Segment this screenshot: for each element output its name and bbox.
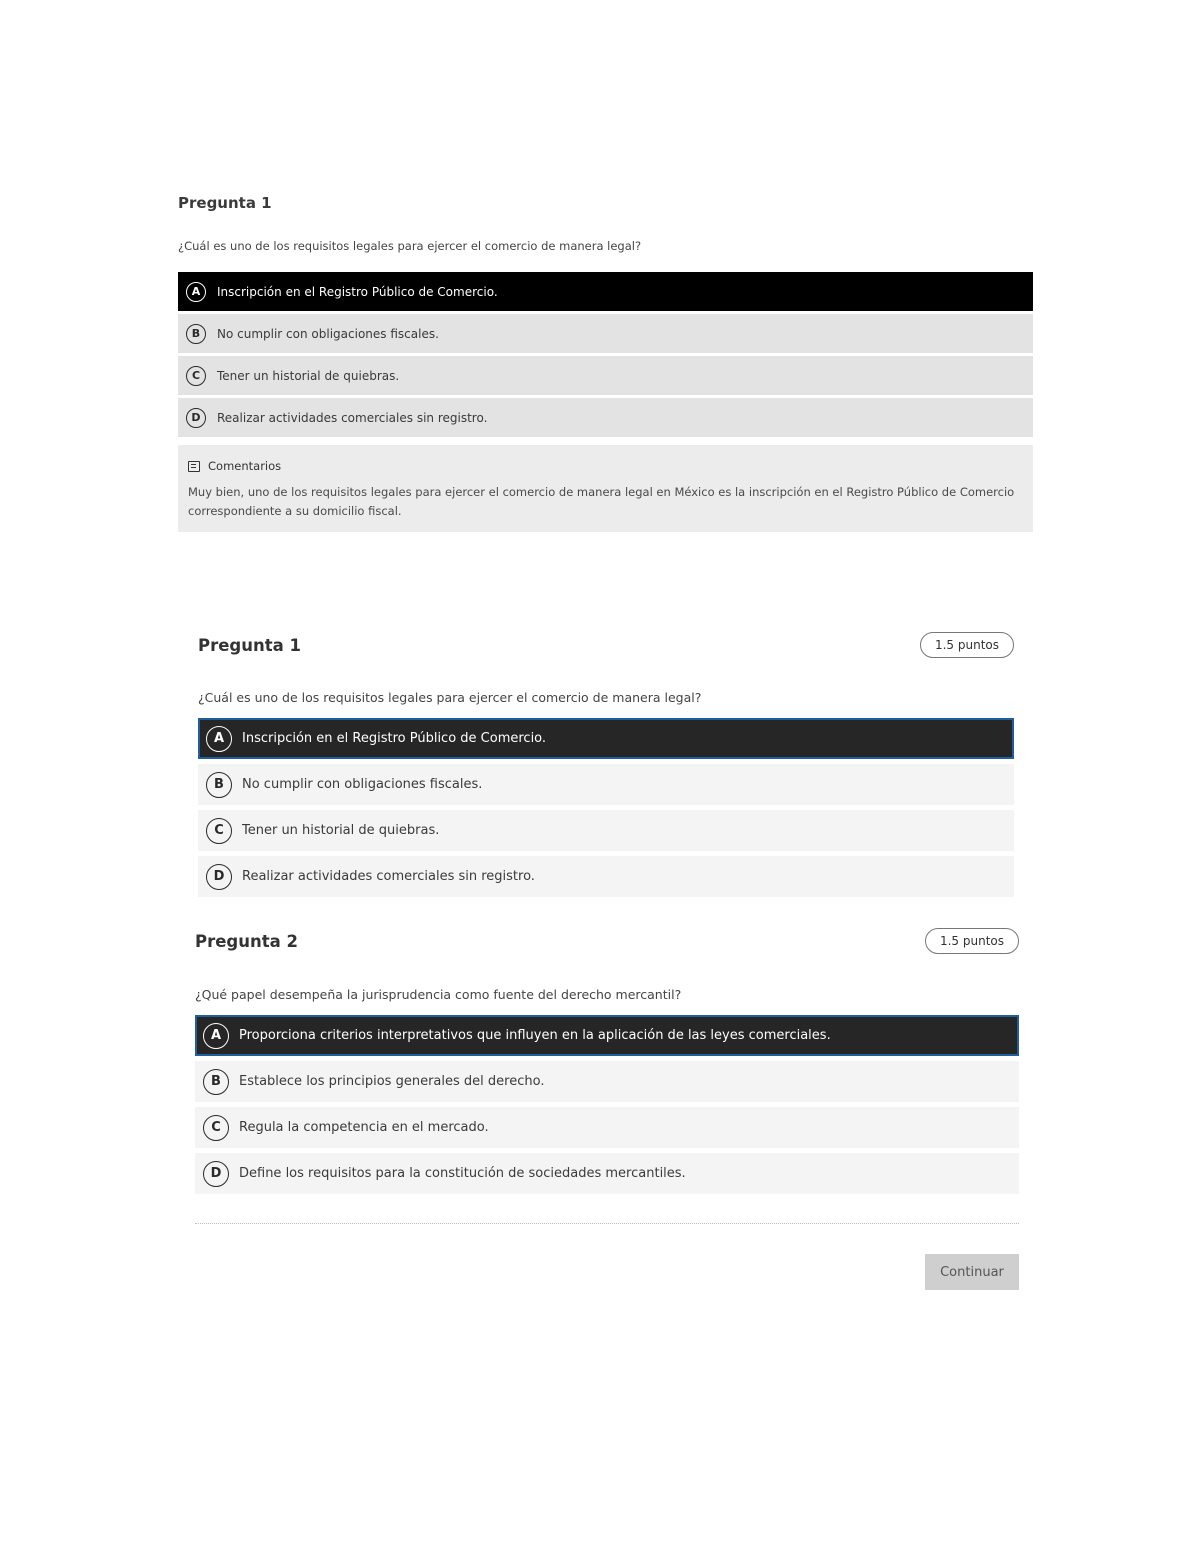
question-text: ¿Cuál es uno de los requisitos legales para ejercer el comercio de manera legal?	[178, 239, 642, 253]
option-text: Tener un historial de quiebras.	[217, 368, 400, 383]
question-1-header	[198, 632, 1014, 658]
option-text: Regula la competencia en el mercado.	[239, 1120, 489, 1135]
review-question-1	[178, 190, 1033, 532]
option-text: Define los requisitos para la constitución de sociedades mercantiles.	[239, 1166, 686, 1181]
answer-option-b[interactable]	[198, 764, 1014, 805]
option-text: Realizar actividades comerciales sin registro.	[242, 869, 535, 884]
option-text: Realizar actividades comerciales sin registro.	[217, 410, 488, 425]
question-title: Pregunta 2	[195, 931, 298, 951]
option-letter-a: A	[203, 1023, 229, 1049]
question-title: Pregunta 1	[198, 635, 301, 655]
question-title: Pregunta 1	[178, 194, 272, 212]
points-badge: 1.5 puntos	[920, 632, 1014, 658]
answer-option-a[interactable]	[178, 272, 1033, 311]
question-2-text: ¿Qué papel desempeña la jurisprudencia como fuente del derecho mercantil?	[195, 987, 682, 1002]
continue-button[interactable]: Continuar	[925, 1254, 1019, 1290]
answer-option-d[interactable]	[198, 856, 1014, 897]
feedback-panel	[178, 445, 1033, 532]
answer-option-b[interactable]	[195, 1061, 1019, 1102]
option-letter-b: B	[203, 1069, 229, 1095]
option-letter-d: D	[203, 1161, 229, 1187]
option-text: Tener un historial de quiebras.	[242, 823, 440, 838]
answer-option-d[interactable]	[195, 1153, 1019, 1194]
option-letter-c: C	[186, 366, 206, 386]
option-letter-d: D	[206, 864, 232, 890]
answer-option-c[interactable]	[178, 356, 1033, 395]
option-letter-a: A	[206, 726, 232, 752]
option-text: Inscripción en el Registro Público de Comercio.	[217, 284, 498, 299]
option-letter-d: D	[186, 408, 206, 428]
answer-option-c[interactable]	[198, 810, 1014, 851]
comment-icon	[188, 461, 200, 472]
question-2-header	[195, 928, 1019, 954]
question-1-text: ¿Cuál es uno de los requisitos legales para ejercer el comercio de manera legal?	[198, 690, 702, 705]
answer-option-a[interactable]	[198, 718, 1014, 759]
option-text: Inscripción en el Registro Público de Comercio.	[242, 731, 547, 746]
option-letter-b: B	[186, 324, 206, 344]
points-badge: 1.5 puntos	[925, 928, 1019, 954]
answer-option-a[interactable]	[195, 1015, 1019, 1056]
answer-option-d[interactable]	[178, 398, 1033, 437]
option-text: Establece los principios generales del derecho.	[239, 1074, 545, 1089]
answer-options	[178, 272, 1033, 437]
option-text: Proporciona criterios interpretativos que influyen en la aplicación de las leyes comerciales.	[239, 1028, 831, 1043]
option-text: No cumplir con obligaciones fiscales.	[242, 777, 483, 792]
option-letter-c: C	[206, 818, 232, 844]
option-text: No cumplir con obligaciones fiscales.	[217, 326, 439, 341]
question-2-options	[195, 1015, 1019, 1199]
option-letter-b: B	[206, 772, 232, 798]
question-1-options	[198, 718, 1014, 902]
feedback-heading: Comentarios	[208, 459, 282, 473]
answer-option-c[interactable]	[195, 1107, 1019, 1148]
option-letter-a: A	[186, 282, 206, 302]
feedback-text: Muy bien, uno de los requisitos legales para ejercer el comercio de manera legal en México es la inscripción en el Registro Público de Comercio correspondiente a su domicilio fiscal.	[188, 485, 1015, 518]
feedback-header	[188, 457, 1023, 475]
divider	[195, 1223, 1019, 1224]
option-letter-c: C	[203, 1115, 229, 1141]
answer-option-b[interactable]	[178, 314, 1033, 353]
